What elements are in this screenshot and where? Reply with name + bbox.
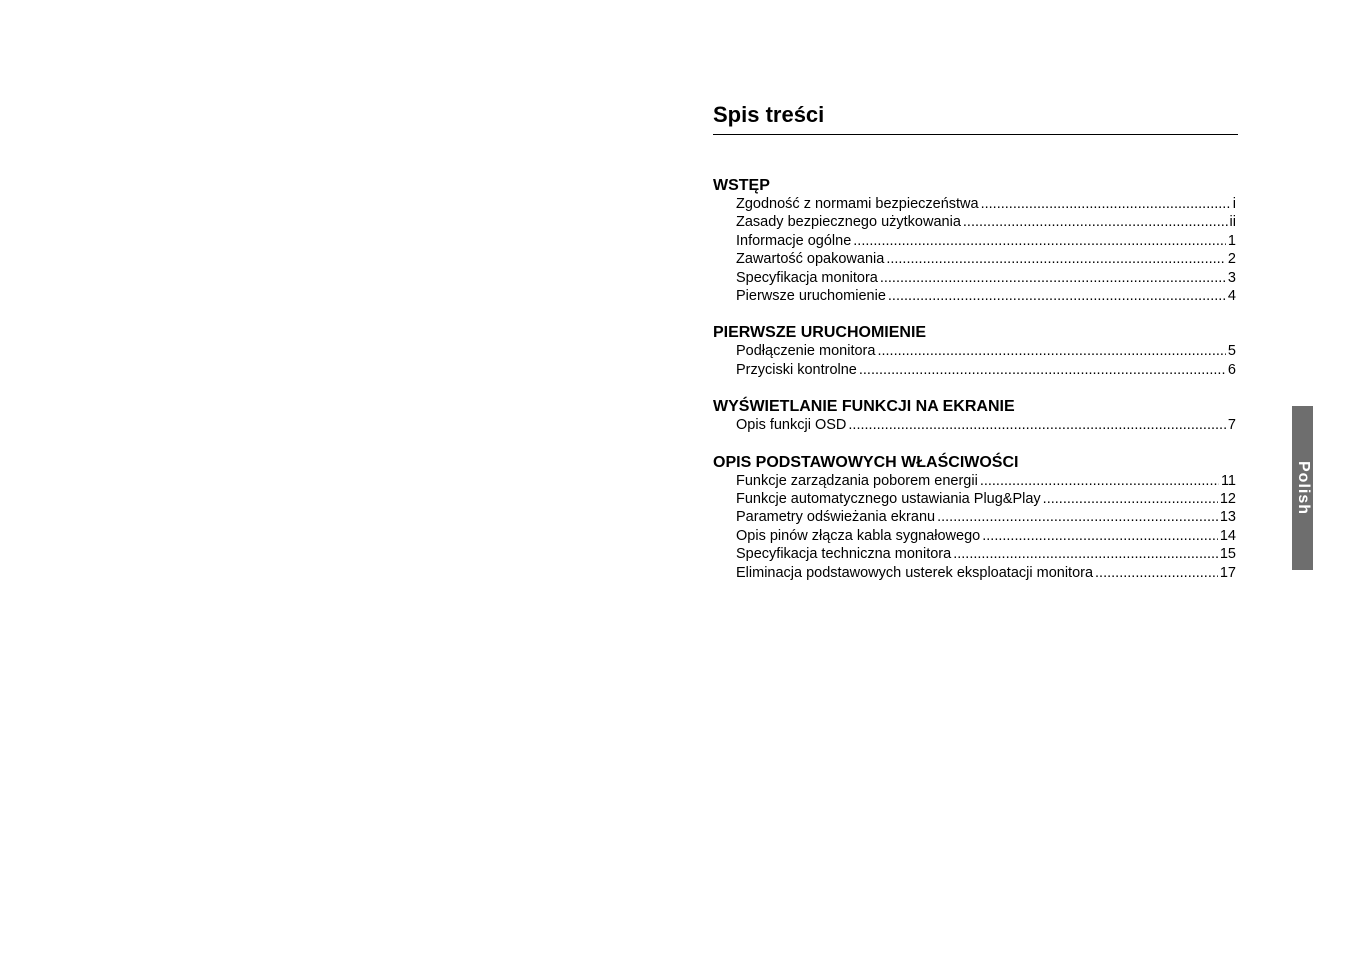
toc-entry-title: Zasady bezpiecznego użytkowania <box>736 214 961 231</box>
toc-entry-title: Funkcje automatycznego ustawiania Plug&Play <box>736 491 1041 508</box>
toc-entry-list <box>713 342 1238 379</box>
section-heading: WYŚWIETLANIE FUNKCJI NA EKRANIE <box>713 398 1015 416</box>
dot-leader <box>853 232 1226 250</box>
toc-entry[interactable] <box>713 527 1238 545</box>
toc-entry-title: Parametry odświeżania ekranu <box>736 509 936 526</box>
toc-entry[interactable] <box>713 287 1238 305</box>
toc-entry-page-number: 5 <box>1227 343 1236 360</box>
toc-entry-list <box>713 472 1238 582</box>
toc-entry[interactable] <box>713 361 1238 379</box>
toc-entry-page-number: ii <box>1229 214 1236 231</box>
toc-entry-title: Funkcje zarządzania poborem energii <box>736 472 978 489</box>
section-heading: WSTĘP <box>713 177 770 194</box>
dot-leader <box>877 342 1225 360</box>
dot-leader <box>937 508 1218 526</box>
toc-entry-title: Przyciski kontrolne <box>736 361 857 378</box>
page-title: Spis treści <box>713 101 1238 135</box>
dot-leader <box>1095 564 1218 582</box>
toc-entry-page-number: 17 <box>1219 564 1236 581</box>
toc-entry-page-number: 12 <box>1219 491 1236 508</box>
language-tab <box>1292 406 1313 570</box>
toc-entry-page-number: 11 <box>1220 472 1236 489</box>
dot-leader <box>963 213 1228 231</box>
toc-entry-title: Podłączenie monitora <box>736 343 876 360</box>
toc-entry-title: Zgodność z normami bezpieczeństwa <box>736 196 979 212</box>
dot-leader <box>1043 490 1218 508</box>
toc-section <box>713 397 1238 434</box>
toc-entry[interactable] <box>713 232 1238 250</box>
toc-entry-title: Opis pinów złącza kabla sygnałowego <box>736 527 981 544</box>
toc-entry-page-number: 3 <box>1227 269 1236 286</box>
dot-leader <box>981 195 1231 213</box>
dot-leader <box>953 545 1218 563</box>
dot-leader <box>848 416 1226 434</box>
toc-section <box>713 453 1238 582</box>
toc-section <box>713 323 1238 379</box>
toc-entry-list <box>713 416 1238 434</box>
dot-leader <box>980 472 1219 490</box>
toc-entry-title: Opis funkcji OSD <box>736 417 847 434</box>
toc-entry[interactable] <box>713 342 1238 360</box>
section-heading: PIERWSZE URUCHOMIENIE <box>713 324 927 342</box>
toc-entry-page-number: i <box>1232 196 1236 212</box>
section-heading: OPIS PODSTAWOWYCH WŁAŚCIWOŚCI <box>713 453 1019 471</box>
toc-entry-page-number: 4 <box>1227 288 1236 305</box>
language-tab-label: Polish <box>1294 460 1312 516</box>
dot-leader <box>880 269 1226 287</box>
toc-entry[interactable] <box>713 195 1238 213</box>
toc-sections <box>713 176 1238 582</box>
toc-entry-page-number: 6 <box>1227 361 1236 378</box>
toc-entry-title: Eliminacja podstawowych usterek eksploatacji monitora <box>736 564 1094 581</box>
toc-entry[interactable] <box>713 545 1238 563</box>
toc-entry-title: Pierwsze uruchomienie <box>736 288 886 305</box>
toc-entry[interactable] <box>713 508 1238 526</box>
toc-entry[interactable] <box>713 213 1238 231</box>
dot-leader <box>888 287 1226 305</box>
toc-section <box>713 176 1238 305</box>
dot-leader <box>982 527 1218 545</box>
toc-entry-page-number: 13 <box>1219 509 1236 526</box>
toc-entry-title: Specyfikacja monitora <box>736 269 878 286</box>
dot-leader <box>859 361 1226 379</box>
dot-leader <box>886 250 1226 268</box>
toc-entry[interactable] <box>713 490 1238 508</box>
toc-entry-page-number: 7 <box>1227 417 1236 434</box>
toc-entry-list <box>713 195 1238 305</box>
toc-entry[interactable] <box>713 250 1238 268</box>
toc-entry[interactable] <box>713 269 1238 287</box>
toc-entry-page-number: 15 <box>1219 546 1236 563</box>
toc-entry[interactable] <box>713 564 1238 582</box>
toc-entry-page-number: 2 <box>1227 251 1236 268</box>
toc-entry[interactable] <box>713 416 1238 434</box>
toc-entry-title: Zawartość opakowania <box>736 251 885 268</box>
toc-entry-page-number: 14 <box>1219 527 1236 544</box>
table-of-contents <box>713 101 1238 582</box>
toc-entry-page-number: 1 <box>1227 232 1236 249</box>
toc-entry[interactable] <box>713 472 1238 490</box>
toc-entry-title: Informacje ogólne <box>736 232 852 249</box>
toc-entry-title: Specyfikacja techniczna monitora <box>736 546 952 563</box>
